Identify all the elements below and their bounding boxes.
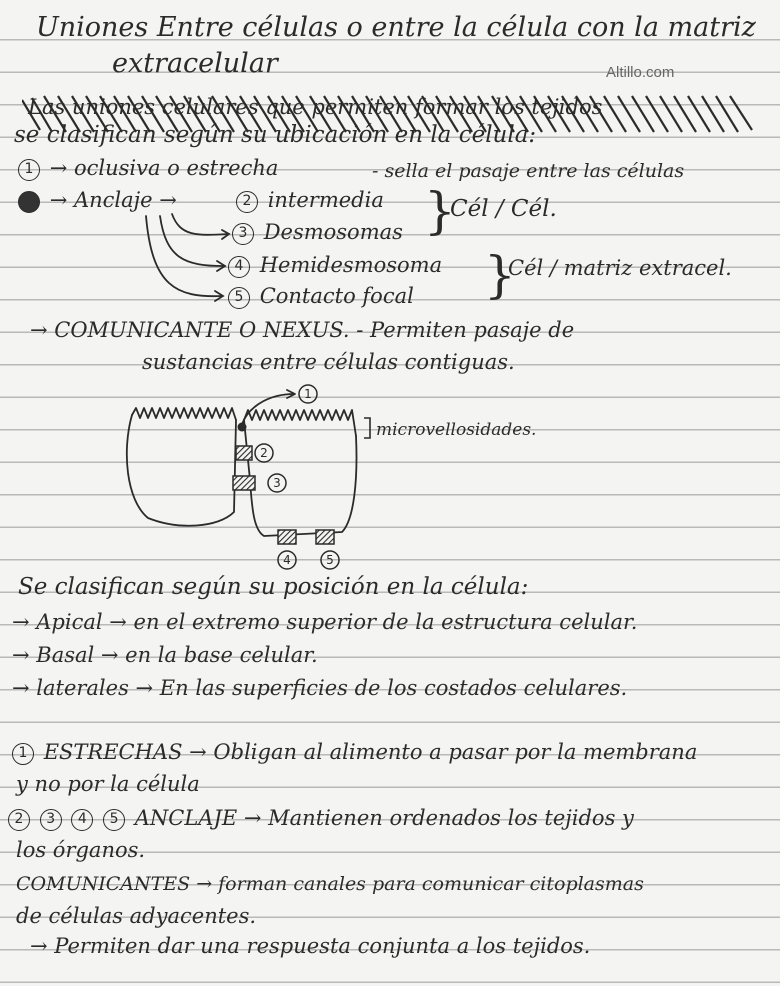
diagram-marker-5: 5 (326, 553, 334, 567)
number-3-circle: 3 (232, 223, 254, 245)
brace-group1-icon: } (424, 182, 456, 240)
junction-3-box (233, 476, 255, 490)
brace-group2-icon: } (484, 246, 516, 304)
number-2-circle: 2 (236, 191, 258, 213)
page-title-line2: extracelular (112, 48, 278, 79)
anclaje-number-2-circle: 2 (8, 809, 30, 831)
anclaje-label: → Anclaje → (49, 188, 177, 212)
anclaje-summary-text: ANCLAJE → Mantienen ordenados los tejidos y (134, 806, 634, 830)
number-5-circle: 5 (228, 287, 250, 309)
oclusiva-label: → oclusiva o estrecha (49, 156, 279, 180)
diagram-marker-4: 4 (283, 553, 291, 567)
cell-junction-diagram (118, 380, 598, 580)
contacto-focal-label: Contacto focal (259, 284, 414, 308)
number-4-circle: 4 (228, 256, 250, 278)
comunicantes-line2: de células adyacentes. (16, 904, 257, 928)
microvellosidades-label: microvellosidades. (376, 420, 537, 440)
junction-2-box (236, 446, 252, 460)
diagram-marker-2: 2 (260, 446, 268, 460)
oclusiva-description: - sella el pasaje entre las células (372, 160, 685, 182)
diagram-marker-3: 3 (273, 476, 281, 490)
position-intro: Se clasifican según su posición en la célula: (18, 574, 529, 600)
respuesta-line: → Permiten dar una respuesta conjunta a los tejidos. (30, 934, 591, 958)
comunicante-line2: sustancias entre células contiguas. (142, 350, 515, 374)
anclaje-number-4-circle: 4 (71, 809, 93, 831)
comunicantes-line1: COMUNICANTES → forman canales para comunicar citoplasmas (16, 873, 644, 895)
basal-line: → Basal → en la base celular. (12, 643, 318, 667)
anclaje-number-3-circle: 3 (40, 809, 62, 831)
junction-4-box (278, 530, 296, 544)
page-title: Uniones Entre células o entre la célula con la matriz (36, 12, 756, 43)
laterales-line: → laterales → En las superficies de los costados celulares. (12, 676, 628, 700)
intermedia-label: intermedia (267, 188, 384, 212)
anclaje-number-5-circle: 5 (103, 809, 125, 831)
anclaje-summary-line1 (8, 806, 634, 831)
junction-1-dot (238, 423, 247, 432)
junction-5-box (316, 530, 334, 544)
diagram-marker-1: 1 (304, 387, 312, 401)
classification-intro: se clasifican según su ubicación en la célula: (14, 122, 537, 148)
desmosomas-label: Desmosomas (263, 220, 403, 244)
anclaje-summary-line2: los órganos. (16, 838, 146, 862)
crossed-out-text: Las uniones celulares que permiten formar los tejidos (28, 95, 603, 119)
hemidesmosoma-label: Hemidesmosoma (259, 253, 443, 277)
watermark: Altillo.com (606, 64, 675, 81)
estrechas-text: ESTRECHAS → Obligan al alimento a pasar por la membrana (43, 740, 698, 764)
apical-line: → Apical → en el extremo superior de la estructura celular. (12, 610, 638, 634)
estrechas-line2: y no por la célula (16, 772, 200, 796)
comunicante-line1: → COMUNICANTE O NEXUS. - Permiten pasaje de (30, 318, 575, 342)
estrechas-line1 (12, 740, 697, 765)
number-1-circle: 1 (18, 159, 40, 181)
estrechas-number-circle: 1 (12, 743, 34, 765)
group1-note: Cél / Cél. (450, 196, 557, 222)
cell-sketch (118, 380, 598, 580)
group2-note: Cél / matriz extracel. (508, 256, 732, 280)
